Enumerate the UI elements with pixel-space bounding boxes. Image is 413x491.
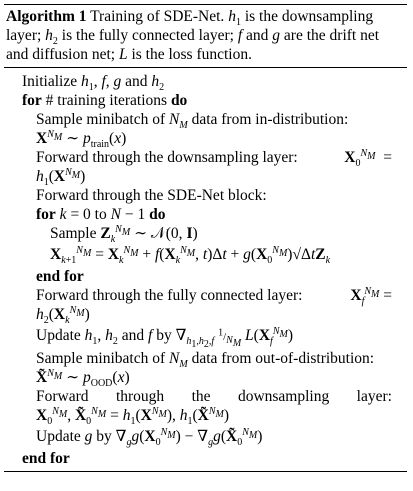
line-forward-fc-2: $h_2(X_k^{N_M})$: [36, 304, 90, 327]
algorithm-label: Algorithm 1: [6, 8, 87, 25]
line-inner-for: for k = 0 to N − 1 do: [36, 206, 166, 223]
line-update-h-f: Update $h_1$, $h_2$ and f by $\nabla_{h_1,h_2,f}$ $^1/_{N_M}$ $L(X_f^{N_M})$: [36, 325, 293, 351]
bottom-rule: [4, 471, 407, 472]
line-forward-downsample-2: $h_1(X^{N_M})$: [36, 166, 86, 189]
caption-text-rendered: Training of SDE-Net. $h_1$ is the downsampling layer; $h_2$ is the fully connected layer; f and g are the drift net and diffusion net; L is the loss function.: [6, 8, 380, 63]
line-end-outer-for: end for: [22, 450, 70, 467]
line-sample-ood: Sample minibatch of $N_M$ data from out-of-distribution:: [36, 350, 375, 371]
algorithm-caption: [4, 5, 407, 67]
line-forward-fc: Forward through the fully connected layer: $X_f^{N_M}$ =: [36, 285, 392, 308]
line-update-g: Update g by $\nabla_gg(X_0^{N_M})$ − $\nabla_gg(X̃_0^{N_M})$: [36, 426, 263, 449]
algorithm-body: [4, 68, 407, 468]
line-forward-downsample: Forward through the downsampling layer: $X_0^{N_M}$ =: [36, 147, 392, 170]
line-sample-in-formula: $X^{N_M}$ ∼ $p_{train}(x)$: [36, 128, 127, 151]
line-sample-noise: Sample $Z_k^{N_M}$ ∼ 𝒩(0, I): [50, 223, 198, 246]
line-forward-downsample-ood: Forward through the downsampling layer:: [36, 388, 392, 405]
line-sample-in: Sample minibatch of $N_M$ data from in-distribution:: [36, 111, 349, 132]
line-end-inner-for: end for: [36, 268, 84, 285]
line-forward-downsample-ood-2: $X_0^{N_M}$, $X̃_0^{N_M} = h_1(X^{N_M})$, $h_1(X̃^{N_M})$: [36, 405, 230, 428]
line-forward-sde: Forward through the SDE-Net block:: [36, 187, 267, 204]
algorithm-box: [4, 4, 407, 472]
line-euler-update: $X_{k+1}^{N_M} = X_k^{N_M} + f(X_k^{N_M}$, $t)\Delta t + g(X_0^{N_M})√\Delta tZ_k$: [50, 244, 331, 267]
line-sample-ood-formula: X̃$^{N_M}$ ∼ $p_{OOD}(x)$: [36, 367, 130, 390]
line-initialize: Initialize $h_1$, f, g and $h_2$: [22, 73, 165, 94]
line-outer-for: for # training iterations do: [22, 92, 188, 109]
